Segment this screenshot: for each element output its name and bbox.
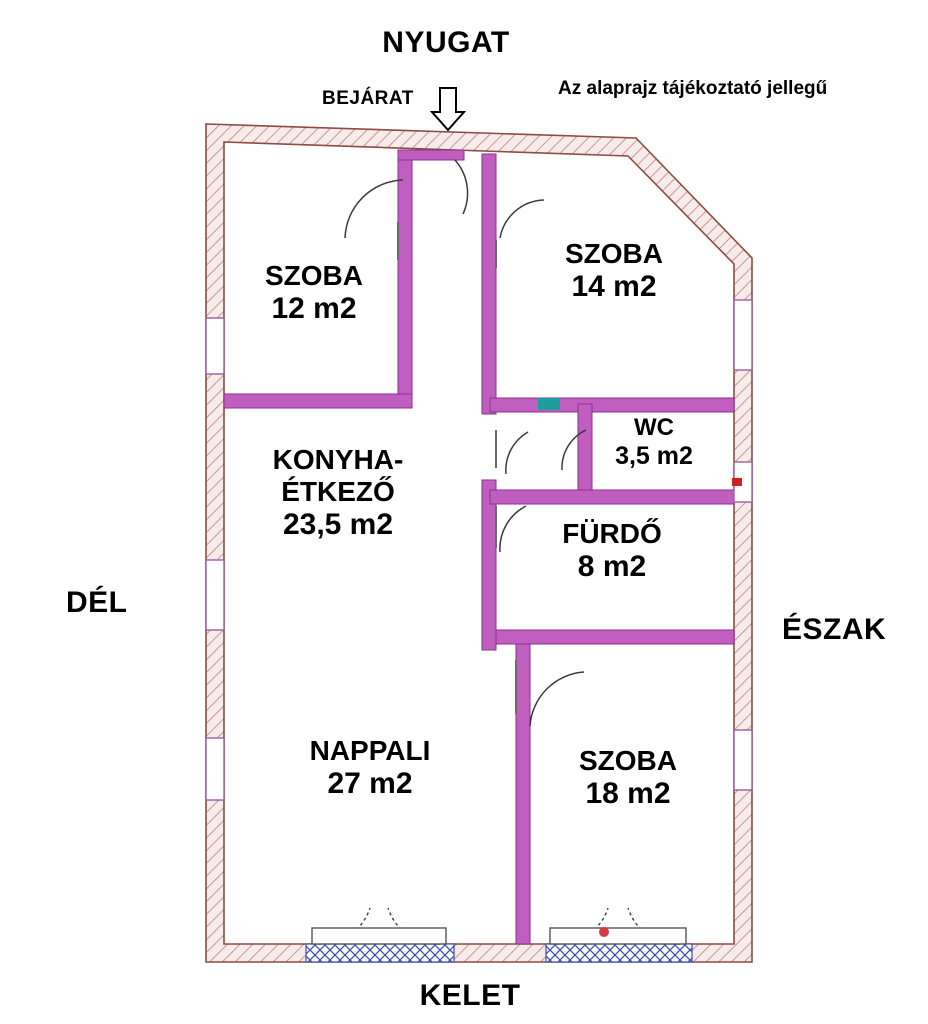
room-label-konyha-etkezo	[273, 444, 404, 543]
room-name: SZOBA	[265, 260, 363, 291]
room-area: 14 m2	[571, 270, 657, 304]
room-name: FÜRDŐ	[562, 518, 662, 549]
room-name: SZOBA	[565, 238, 663, 269]
room-name: WC	[634, 414, 674, 441]
room-label-szoba-12	[265, 260, 363, 327]
compass-west: NYUGAT	[382, 26, 510, 59]
disclaimer-note: Az alaprajz tájékoztató jellegű	[558, 78, 828, 99]
compass-south: DÉL	[66, 586, 128, 619]
room-label-furdo	[562, 518, 662, 585]
room-name-line2: ÉTKEZŐ	[281, 476, 395, 508]
compass-east: KELET	[419, 979, 521, 1012]
room-label-nappali	[310, 735, 431, 802]
room-area: 12 m2	[271, 292, 357, 326]
room-area: 27 m2	[327, 767, 413, 801]
room-area: 18 m2	[585, 777, 671, 811]
room-label-wc	[615, 414, 693, 470]
room-name-line1: KONYHA-	[272, 444, 404, 475]
room-area: 23,5 m2	[282, 508, 394, 542]
compass-north: ÉSZAK	[782, 613, 887, 646]
entrance-arrow	[432, 88, 464, 130]
room-label-szoba-18	[579, 745, 677, 812]
entrance-label: BEJÁRAT	[322, 88, 414, 109]
room-area: 8 m2	[577, 550, 647, 584]
room-name: NAPPALI	[309, 735, 431, 766]
room-area: 3,5 m2	[615, 441, 693, 470]
room-label-szoba-14	[565, 238, 663, 305]
room-name: SZOBA	[579, 745, 677, 776]
